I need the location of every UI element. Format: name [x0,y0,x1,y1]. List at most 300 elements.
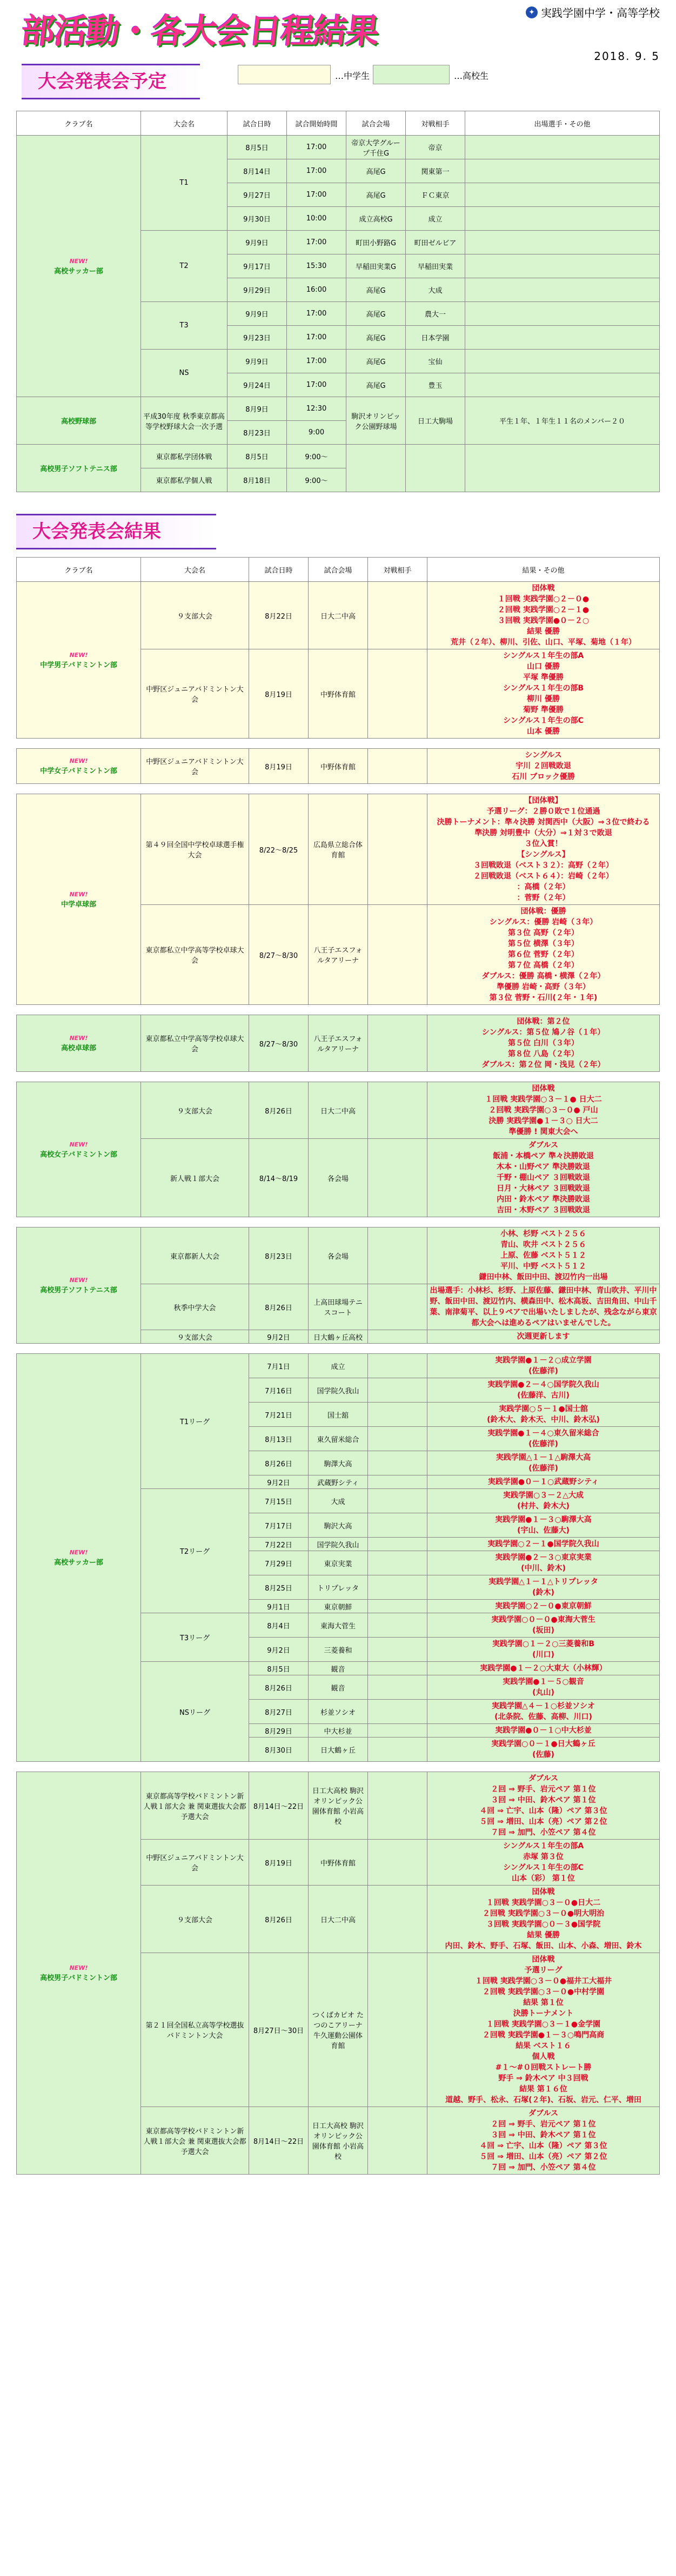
cell-opp [368,1638,427,1662]
block-spacer [17,2175,660,2185]
cell-venue: 高尾G [346,183,406,207]
cell-venue: 日大鶴ヶ丘 [309,1738,368,1762]
club-name: 高校野球部 [17,397,141,445]
cell-date: 7月15日 [249,1489,309,1513]
cell-opp: 大成 [406,278,465,302]
new-badge: NEW! [69,1035,88,1042]
cell-opp: 豊玉 [406,373,465,397]
cell-venue: 町田小野路G [346,231,406,254]
new-badge: NEW! [69,890,88,898]
cell-result: 団体戦 １回戦 実践学園○３－０●日大二 ２回戦 実践学園○３－０●明大明治 ３回戦 実践学園○０－３●国学院 結果 優勝 内田、鈴木、野手、石塚、飯田、山本、小森、増田、鈴木 [427,1886,660,1953]
cell-venue: 東京朝鮮 [309,1600,368,1613]
cell-opp: 日本学園 [406,326,465,350]
new-badge: NEW! [69,257,88,265]
cell-opp [368,582,427,649]
cell-opp [368,1330,427,1344]
cell-date: 9月9日 [227,350,287,373]
cell-result: ダブルス ２回 ⇒ 野手、岩元ペア 第１位 ３回 ⇒ 中田、鈴木ペア 第１位 ４回 ⇒ 亡宇、山本（隆）ペア 第３位 ５回 ⇒ 増田、山本（亮）ペア 第２位 ７回 ⇒ 加門、小笠ペア 第４位 [427,1772,660,1840]
cell-other [465,373,660,397]
cell-venue: 中野体育館 [309,649,368,739]
school-name [526,4,660,20]
cell-other [465,231,660,254]
cell-result: 【団体戦】 予選リーグ：２勝０敗で１位通過 決勝トーナメント：準々決勝 対関西中（大阪）⇒３位で終わる 準決勝 対明豊中（大分）⇒１対３で敗退 ３位入賞！ 【シングルス】 ３回戦敗退（ベスト３２）：高野（２年） ２回戦敗退（ベスト６４）：岩崎（２年） ：高橋（２年） ：菅野（２年） [427,794,660,905]
cell-venue: 国学院久我山 [309,1378,368,1403]
cell-result: 実践学園○３－２△大成 (村井、鈴木大) [427,1489,660,1513]
competition-name: 新人戦１部大会 [141,1139,249,1217]
upcoming-row [17,397,660,421]
spacer-cell [17,1005,660,1015]
column-header: 大会名 [141,111,227,136]
cell-venue: 日大二中高 [309,1886,368,1953]
club-name: NEW! 中学女子バドミントン部 [17,749,141,784]
competition-name: 第４９回全国中学校卓球選手権大会 [141,794,249,905]
cell-result: 実践学園△４－１○杉並ソシオ (北条院、佐藤、高柳、川口) [427,1700,660,1724]
cell-date: 8月29日 [249,1724,309,1738]
cell-date: 8月5日 [249,1662,309,1675]
competition-name: 東京都高等学校バドミントン新人戦１部大会 兼 関東選抜大会都予選大会 [141,1772,249,1840]
cell-date: 8月13日 [249,1427,309,1451]
cell-venue: 高尾G [346,302,406,326]
club-name: NEW! 高校男子バドミントン部 [17,1772,141,2175]
cell-date: 8月23日 [227,421,287,445]
cell-date: 9月2日 [249,1330,309,1344]
cell-date: 9月2日 [249,1475,309,1489]
competition-name: 中野区ジュニアバドミントン大会 [141,1840,249,1886]
result-row [17,582,660,649]
competition-name: ９支部大会 [141,1082,249,1139]
results-header-row [17,558,660,582]
cell-date: 8月19日 [249,1840,309,1886]
competition-name: ９支部大会 [141,582,249,649]
cell-opp [368,1613,427,1638]
competition-name: 東京都新人大会 [141,1227,249,1284]
cell-opp [368,1772,427,1840]
cell-venue: 帝京大学グループ千住G [346,136,406,159]
competition-name: T1リーグ [141,1354,249,1489]
cell-other [465,350,660,373]
result-row [17,1227,660,1284]
cell-opp [368,1451,427,1475]
cell-time: 17:00 [287,231,346,254]
cell-opp: 帝京 [406,136,465,159]
result-row [17,749,660,784]
cell-opp [368,905,427,1005]
cell-time: 10:00 [287,207,346,231]
cell-other [465,254,660,278]
cell-result: 実践学園●０－１○武蔵野シティ [427,1475,660,1489]
competition-name: NSリーグ [141,1662,249,1762]
club-name: NEW! 中学男子バドミントン部 [17,582,141,739]
cell-date: 8月5日 [227,445,287,468]
cell-result: 実践学園○１－２○三菱養和B (川口) [427,1638,660,1662]
spacer-cell [17,1762,660,1772]
cell-result: 実践学園○５－１●国士舘 (鈴木大、鈴木天、中川、鈴木弘) [427,1403,660,1427]
cell-venue: 広島県立総合体育館 [309,794,368,905]
competition-name: T2リーグ [141,1489,249,1613]
cell-date: 7月16日 [249,1378,309,1403]
cell-result: 実践学園●１－５○観音 (丸山) [427,1675,660,1700]
club-name: NEW! 高校サッカー部 [17,136,141,397]
cell-opp [368,1015,427,1072]
cell-date: 9月23日 [227,326,287,350]
cell-opp [368,1475,427,1489]
new-badge: NEW! [69,1141,88,1148]
column-header: 出場選手・その他 [465,111,660,136]
cell-other: 平生１年、１年生１１名のメンバー２０ [465,397,660,445]
cell-opp [368,1953,427,2107]
cell-time: 17:00 [287,183,346,207]
cell-venue: 中野体育館 [309,749,368,784]
cell-date: 8月26日 [249,1675,309,1700]
club-name: NEW! 中学卓球部 [17,794,141,1005]
cell-opp: 早稲田実業 [406,254,465,278]
cell-opp: 成立 [406,207,465,231]
cell-time: 15:30 [287,254,346,278]
cell-opp [368,1675,427,1700]
club-name: NEW! 高校卓球部 [17,1015,141,1072]
competition-name: ９支部大会 [141,1330,249,1344]
column-header: クラブ名 [17,558,141,582]
cell-result: 実践学園△１－１△駒澤大高 (佐藤洋) [427,1451,660,1475]
cell-time: 17:00 [287,136,346,159]
new-badge: NEW! [69,651,88,659]
cell-date: 8月26日 [249,1451,309,1475]
cell-result: 実践学園△１－１△トリプレッタ (鈴木) [427,1575,660,1600]
cell-venue: 中大杉並 [309,1724,368,1738]
cell-other [465,159,660,183]
cell-venue: 国学院久我山 [309,1538,368,1551]
cell-opp: 宝仙 [406,350,465,373]
cell-date: 8/27〜8/30 [249,1015,309,1072]
cell-date: 9月30日 [227,207,287,231]
cell-date: 8月30日 [249,1738,309,1762]
cell-opp [368,1538,427,1551]
spacer-cell [17,739,660,749]
result-row [17,794,660,905]
cell-venue: トリプレッタ [309,1575,368,1600]
cell-result: 団体戦：第２位 シングルス：第５位 鳩ノ谷（１年） 第５位 白川（３年） 第８位 八島（２年） ダブルス：第２位 岡・浅見（２年） [427,1015,660,1072]
cell-date: 9月29日 [227,278,287,302]
cell-venue: 八王子エスフォルタアリーナ [309,905,368,1005]
new-badge: NEW! [69,757,88,764]
school-label: 実践学園中学・高等学校 [541,6,660,19]
cell-venue: 高尾G [346,373,406,397]
cell-date: 8月14日〜22日 [249,2107,309,2175]
cell-result: 実践学園○０－１●日大鶴ヶ丘 (佐藤) [427,1738,660,1762]
upcoming-table [16,111,660,492]
cell-opp [368,794,427,905]
cell-opp: 日工大駒場 [406,397,465,445]
upcoming-row [17,136,660,159]
cell-date: 8/14〜8/19 [249,1139,309,1217]
cell-venue: 日大鶴ヶ丘高校 [309,1330,368,1344]
cell-date: 9月9日 [227,302,287,326]
block-spacer [17,739,660,749]
cell-opp [368,1724,427,1738]
cell-venue: 観音 [309,1662,368,1675]
cell-date: 8月26日 [249,1284,309,1330]
column-header: 対戦相手 [368,558,427,582]
cell-venue: 成立高校G [346,207,406,231]
cell-date: 8月14日〜22日 [249,1772,309,1840]
cell-opp [368,1082,427,1139]
result-row [17,1082,660,1139]
cell-venue: 東京実業 [309,1551,368,1575]
cell-venue: 成立 [309,1354,368,1378]
cell-result: 実践学園●１－３○駒澤大高 (宇山、佐藤大) [427,1513,660,1538]
legend-ms-swatch [238,65,331,84]
cell-opp [368,1513,427,1538]
cell-venue: 八王子エスフォルタアリーナ [309,1015,368,1072]
cell-date: 7月17日 [249,1513,309,1538]
competition-name: T1 [141,136,227,231]
club-name: 高校男子ソフトテニス部 [17,445,141,492]
cell-venue: 日大二中高 [309,1082,368,1139]
block-spacer [17,784,660,794]
cell-venue: 三菱養和 [309,1638,368,1662]
cell-date: 8月5日 [227,136,287,159]
cell-date: 9月9日 [227,231,287,254]
block-spacer [17,1762,660,1772]
competition-name: 平成30年度 秋季東京都高等学校野球大会一次予選 [141,397,227,445]
result-row [17,1772,660,1840]
column-header: 試合会場 [309,558,368,582]
cell-venue: 東久留米総合 [309,1427,368,1451]
cell-venue: 駒澤大高 [309,1451,368,1475]
cell-opp [406,445,465,492]
cell-venue: 駒沢オリンピック公園野球場 [346,397,406,445]
cell-result: シングルス 宇川 ２回戦敗退 石川 ブロック優勝 [427,749,660,784]
cell-venue: 早稲田実業G [346,254,406,278]
cell-other [465,207,660,231]
cell-opp: 農大一 [406,302,465,326]
cell-time: 17:00 [287,373,346,397]
cell-opp [368,1139,427,1217]
cell-opp [368,1378,427,1403]
cell-date: 9月2日 [249,1638,309,1662]
cell-result: 小林、杉野 ベスト２５６ 青山、吹井 ベスト２５６ 上原、佐藤 ベスト５１２ 平川、中野 ベスト５１２ 鎌田中林、飯田中田、渡辺竹内一出場 [427,1227,660,1284]
column-header: 試合開始時間 [287,111,346,136]
cell-venue: 大成 [309,1489,368,1513]
cell-result: 実践学園●１－４○東久留米総合 (佐藤洋) [427,1427,660,1451]
cell-venue: 中野体育館 [309,1840,368,1886]
cell-other [465,445,660,492]
cell-opp [368,1227,427,1284]
column-header: 試合会場 [346,111,406,136]
cell-opp [368,2107,427,2175]
cell-result: 団体戦 １回戦 実践学園○２－０● ２回戦 実践学園○２－１● ３回戦 実践学園●０－２○ 結果 優勝 荒井（２年）、柳川、引佐、山口、平塚、菊地（１年） [427,582,660,649]
cell-date: 8月27日 [249,1700,309,1724]
cell-venue: 各会場 [309,1139,368,1217]
column-header: 結果・その他 [427,558,660,582]
cell-date: 8/27〜8/30 [249,905,309,1005]
spacer-cell [17,1072,660,1082]
spacer-cell [17,2175,660,2185]
cell-time: 12:30 [287,397,346,421]
cell-venue [346,445,406,492]
cell-result: 実践学園○２－０●東京朝鮮 [427,1600,660,1613]
cell-opp [368,749,427,784]
cell-opp [368,1354,427,1378]
club-name: NEW! 高校サッカー部 [17,1354,141,1762]
cell-date: 8月9日 [227,397,287,421]
cell-opp [368,1284,427,1330]
column-header: 試合日時 [249,558,309,582]
cell-venue: 高尾G [346,326,406,350]
result-row [17,1015,660,1072]
cell-opp: 関東第一 [406,159,465,183]
cell-venue: 駒沢大高 [309,1513,368,1538]
cell-venue: 日大二中高 [309,582,368,649]
cell-date: 9月17日 [227,254,287,278]
block-spacer [17,1072,660,1082]
cell-date: 8月19日 [249,749,309,784]
cell-date: 7月29日 [249,1551,309,1575]
competition-name: 東京都私立中学高等学校卓球大会 [141,905,249,1005]
cell-result: 実践学園●１－２○成立学園 (佐藤洋) [427,1354,660,1378]
cell-venue: 上高田球場テニスコート [309,1284,368,1330]
competition-name: 中野区ジュニアバドミントン大会 [141,649,249,739]
cell-opp [368,1700,427,1724]
cell-time: 9:00〜 [287,468,346,492]
cell-venue: 観音 [309,1675,368,1700]
cell-date: 8月25日 [249,1575,309,1600]
update-date: 2018. 9. 5 [594,50,660,63]
result-row [17,1354,660,1378]
cell-time: 17:00 [287,302,346,326]
spacer-cell [17,784,660,794]
cell-date: 8月23日 [249,1227,309,1284]
competition-name: ９支部大会 [141,1886,249,1953]
cell-result: ダブルス 飯浦・本橋ペア 準々決勝敗退 木本・山野ペア 準決勝敗退 千野・棚山ペア ３回戦敗退 日月・大林ペア ３回戦敗退 内田・鈴木ペア 準決勝敗退 吉田・木野ペア ３回戦敗退 [427,1139,660,1217]
cell-opp [368,1886,427,1953]
club-name: NEW! 高校男子ソフトテニス部 [17,1227,141,1344]
cell-result: 団体戦 １回戦 実践学園○３－１● 日大二 ２回戦 実践学園○３－０● 戸山 決勝 実践学園●１－３○ 日大二 準優勝 ! 関東大会へ [427,1082,660,1139]
cell-result: 次週更新します [427,1330,660,1344]
legend-hs-label: …高校生 [454,71,489,81]
cell-date: 9月1日 [249,1600,309,1613]
cell-result: 実践学園○０－０●東海大菅生 (坂田) [427,1613,660,1638]
block-spacer [17,1005,660,1015]
cell-opp [368,1427,427,1451]
cell-opp [368,1600,427,1613]
cell-date: 8月19日 [249,649,309,739]
competition-name: 東京都私学団体戦 [141,445,227,468]
competition-name: T2 [141,231,227,302]
block-spacer [17,1344,660,1354]
cell-result: ダブルス ２回 ⇒ 野手、岩元ペア 第１位 ３回 ⇒ 中田、鈴木ペア 第１位 ４回 ⇒ 亡宇、山本（隆）ペア 第３位 ５回 ⇒ 増田、山本（亮）ペア 第２位 ７回 ⇒ 加門、小笠ペア 第４位 [427,2107,660,2175]
page-title: 部活動・各大会日程結果 [19,11,380,51]
spacer-cell [17,1344,660,1354]
cell-result: シングルス１年生の部A 赤塚 第３位 シングルス１年生の部C 山本（彩） 第１位 [427,1840,660,1886]
cell-other [465,136,660,159]
spacer-cell [17,1217,660,1227]
cell-other [465,278,660,302]
competition-name: NS [141,350,227,397]
competition-name: 東京都私学個人戦 [141,468,227,492]
cell-opp: ＦＣ東京 [406,183,465,207]
column-header: 対戦相手 [406,111,465,136]
cell-date: 8月4日 [249,1613,309,1638]
new-badge: NEW! [69,1277,88,1284]
cell-result: 団体戦 予選リーグ １回戦 実践学園○３－０●福井工大福井 ２回戦 実践学園○３－０●中村学園 結果 第１位 決勝トーナメント １回戦 実践学園○３－１●金学園 ２回戦 実践学園●１－３○鳴門高商 結果 ベスト１６ 個人戦 #１〜#０回戦ストレート勝 野手 ⇒ 鈴木ペア 中３回戦 結果 第１６位 道越、野手、松永、石塚(２年)、石坂、岩元、仁平、増田 [427,1953,660,2107]
competition-name: 東京都私立中学高等学校卓球大会 [141,1015,249,1072]
legend-hs-swatch [373,65,450,84]
cell-result: 実践学園●２－３○東京実業 (中川、鈴木) [427,1551,660,1575]
new-badge: NEW! [69,1964,88,1971]
cell-opp [368,1840,427,1886]
cell-result: 団体戦：優勝 シングルス：優勝 岩崎（３年） 第３位 高野（２年） 第５位 横澤（３年） 第６位 菅野（２年） 第７位 高橋（２年） ダブルス：優勝 高橋・横澤（２年） 準優勝 岩崎・高野（３年） 第３位 菅野・石川(２年・１年) [427,905,660,1005]
section-results: 大会発表会結果 [16,514,216,549]
cell-other [465,302,660,326]
cell-venue: 各会場 [309,1227,368,1284]
school-logo-icon: ✦ [526,6,538,18]
upcoming-row [17,445,660,468]
cell-result: 実践学園●１－２○大東大（小林輝） [427,1662,660,1675]
cell-time: 9:00〜 [287,445,346,468]
cell-date: 9月27日 [227,183,287,207]
cell-time: 17:00 [287,159,346,183]
cell-date: 7月1日 [249,1354,309,1378]
cell-date: 8月14日 [227,159,287,183]
cell-result: 出場選手：小林杉、杉野、上原佐藤、鎌田中林、青山吹井、平川中野、飯田中田、渡辺竹内、横森田中、松木高坂、吉田角田、中山千葉、南津菊平、以上９ペアで出場いたしましたが、残念ながら東京都大会へは進めるペアはいませんでした。 [427,1284,660,1330]
cell-venue: 東海大菅生 [309,1613,368,1638]
cell-result: シングルス１年生の部A 山口 優勝 平塚 準優勝 シングルス１年生の部B 柳川 優勝 菊野 準優勝 シングルス１年生の部C 山本 優勝 [427,649,660,739]
legend-ms-label: …中学生 [335,71,370,81]
cell-opp [368,649,427,739]
cell-date: 8月27日〜30日 [249,1953,309,2107]
cell-other [465,326,660,350]
new-badge: NEW! [69,1549,88,1556]
column-header: 試合日時 [227,111,287,136]
cell-time: 17:00 [287,350,346,373]
cell-result: 実践学園○２－１●国学院久我山 [427,1538,660,1551]
competition-name: T3リーグ [141,1613,249,1662]
section-upcoming: 大会発表会予定 [22,64,200,99]
cell-opp [368,1489,427,1513]
cell-venue: 武蔵野シティ [309,1475,368,1489]
competition-name: 東京都高等学校バドミントン新人戦１部大会 兼 関東選抜大会都予選大会 [141,2107,249,2175]
column-header: 大会名 [141,558,249,582]
cell-opp [368,1551,427,1575]
cell-venue: 高尾G [346,350,406,373]
cell-date: 8月22日 [249,582,309,649]
cell-date: 8月26日 [249,1082,309,1139]
cell-opp [368,1403,427,1427]
cell-other [465,183,660,207]
cell-date: 9月24日 [227,373,287,397]
cell-time: 17:00 [287,326,346,350]
cell-venue: 高尾G [346,159,406,183]
cell-opp [368,1575,427,1600]
cell-date: 7月22日 [249,1538,309,1551]
upcoming-header-row [17,111,660,136]
cell-date: 8/22〜8/25 [249,794,309,905]
cell-date: 7月21日 [249,1403,309,1427]
cell-venue: 国士舘 [309,1403,368,1427]
club-name: NEW! 高校女子バドミントン部 [17,1082,141,1217]
block-spacer [17,1217,660,1227]
cell-time: 9:00 [287,421,346,445]
cell-time: 16:00 [287,278,346,302]
competition-name: 中野区ジュニアバドミントン大会 [141,749,249,784]
cell-date: 8月26日 [249,1886,309,1953]
competition-name: 第２１回全国私立高等学校選抜バドミントン大会 [141,1953,249,2107]
cell-opp: 町田ゼルビア [406,231,465,254]
cell-opp [368,1738,427,1762]
cell-venue: つくばカピオ たつのこアリーナ 牛久運動公園体育館 [309,1953,368,2107]
cell-venue: 日工大高校 駒沢オリンピック公園体育館 小岩高校 [309,1772,368,1840]
